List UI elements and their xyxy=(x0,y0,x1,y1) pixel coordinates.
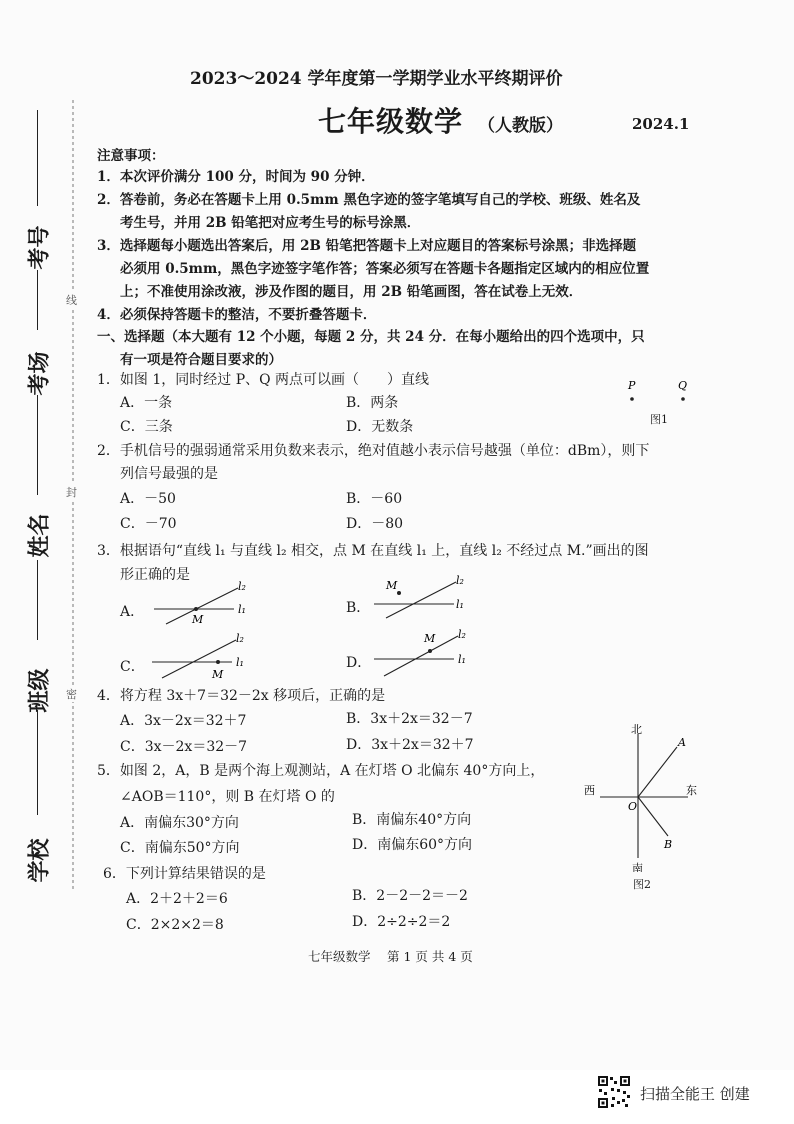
svg-text:M: M xyxy=(424,632,436,645)
note-3c: 上；不准使用涂改液，涉及作图的题目，用 2B 铅笔画图，答在试卷上无效． xyxy=(120,284,583,300)
banji-label: 班级 xyxy=(26,668,53,713)
q6-stem: 6．下列计算结果错误的是 xyxy=(103,866,266,882)
qr-code-icon xyxy=(597,1075,631,1109)
q5-option-c: C．南偏东50°方向 xyxy=(120,840,240,856)
svg-text:南: 南 xyxy=(632,862,643,872)
scanner-watermark: 扫描全能王 创建 xyxy=(640,1085,750,1103)
q4-option-c: C．3x－2x＝32－7 xyxy=(120,739,248,755)
q6-option-c: C．2×2×2＝8 xyxy=(126,917,224,933)
seal-mark-feng: 封 xyxy=(66,486,77,499)
q4-option-d: D．3x＋2x＝32＋7 xyxy=(346,737,474,753)
exam-date: 2024.1 xyxy=(632,115,690,133)
kaochang-blank-line xyxy=(37,270,38,330)
svg-text:M: M xyxy=(212,668,224,681)
q6-option-a: A．2＋2＋2＝6 xyxy=(126,891,228,907)
q6-option-b: B．2－2－2＝－2 xyxy=(352,888,468,904)
q1-option-a: A．一条 xyxy=(120,395,173,411)
q2-option-a: A．－50 xyxy=(120,491,176,507)
q4-stem: 4．将方程 3x＋7＝32－2x 移项后，正确的是 xyxy=(97,688,386,704)
q2-stem-a: 2．手机信号的强弱通常采用负数来表示，绝对值越小表示信号越强（单位：dBm），则下 xyxy=(97,443,650,459)
svg-text:l₁: l₁ xyxy=(236,656,244,669)
q3-option-b: B． xyxy=(346,600,371,616)
svg-text:西: 西 xyxy=(584,784,595,797)
page-footer: 七年级数学 第 1 页 共 4 页 xyxy=(308,949,473,964)
svg-text:B: B xyxy=(664,838,673,851)
q2-option-d: D．－80 xyxy=(346,516,404,532)
edition-label: （人教版） xyxy=(478,116,563,136)
svg-text:l₂: l₂ xyxy=(458,628,466,641)
svg-text:l₁: l₁ xyxy=(458,653,466,666)
note-3a: 3．选择题每小题选出答案后，用 2B 铅笔把答题卡上对应题目的答案标号涂黑；非选择题 xyxy=(97,238,637,254)
q1-point-p-label: P xyxy=(628,379,636,392)
q3-stem-a: 3．根据语句“直线 l₁ 与直线 l₂ 相交，点 M 在直线 l₁ 上，直线 l₂ 不经过点 M.”画出的图 xyxy=(97,543,649,559)
q3-option-c: C． xyxy=(120,659,145,675)
svg-text:l₂: l₂ xyxy=(238,580,246,593)
q1-point-q-label: Q xyxy=(678,379,688,392)
q3-option-a: A． xyxy=(120,604,145,620)
xingming-blank-line xyxy=(37,395,38,495)
note-1: 1．本次评价满分 100 分，时间为 90 分钟． xyxy=(97,169,375,185)
q5-option-b: B．南偏东40°方向 xyxy=(352,812,472,828)
seal-mark-xian: 线 xyxy=(66,294,77,307)
note-2a: 2．答卷前，务必在答题卡上用 0.5mm 黑色字迹的签字笔填写自己的学校、班级、姓名及 xyxy=(97,192,641,208)
svg-text:东: 东 xyxy=(686,784,697,797)
q1-option-b: B．两条 xyxy=(346,395,399,411)
q5-figure-caption: 图2 xyxy=(633,878,651,891)
svg-text:A: A xyxy=(678,736,686,749)
q1-option-c: C．三条 xyxy=(120,419,173,435)
svg-text:l₁: l₁ xyxy=(238,603,246,616)
q5-option-a: A．南偏东30°方向 xyxy=(120,815,239,831)
q3-stem-b: 形正确的是 xyxy=(120,567,190,583)
svg-text:北: 北 xyxy=(631,723,642,736)
q2-option-c: C．－70 xyxy=(120,516,177,532)
q1-point-q xyxy=(681,397,685,401)
q5-compass-figure xyxy=(580,722,710,872)
svg-text:l₁: l₁ xyxy=(456,598,464,611)
q1-stem: 1．如图 1，同时经过 P、Q 两点可以画（ ）直线 xyxy=(97,372,430,388)
note-2b: 考生号，并用 2B 铅笔把对应考生号的标号涂黑． xyxy=(120,215,421,231)
q1-figure-caption: 图1 xyxy=(650,413,668,426)
svg-text:M: M xyxy=(192,613,204,626)
q3-figure-d xyxy=(372,624,482,680)
svg-text:M: M xyxy=(386,579,398,592)
q1-point-p xyxy=(630,397,634,401)
svg-text:l₂: l₂ xyxy=(236,632,244,645)
note-3b: 必须用 0.5mm，黑色字迹签字笔作答；答案必须写在答题卡各题指定区域内的相应位置 xyxy=(120,261,650,277)
q5-stem-a: 5．如图 2，A，B 是两个海上观测站，A 在灯塔 O 北偏东 40°方向上， xyxy=(97,763,545,779)
section1-heading-cont: 有一项是符合题目要求的） xyxy=(120,352,282,368)
exam-title: 2023～2024 学年度第一学期学业水平终期评价 xyxy=(190,69,563,89)
svg-text:O: O xyxy=(628,800,638,813)
q5-stem-b: ∠AOB＝110°，则 B 在灯塔 O 的 xyxy=(120,789,335,805)
notes-heading: 注意事项： xyxy=(97,148,165,164)
banji-blank-line xyxy=(37,560,38,640)
q3-figure-c xyxy=(150,628,260,684)
q4-option-a: A．3x－2x＝32＋7 xyxy=(120,713,247,729)
xuexiao-label: 学校 xyxy=(26,838,53,883)
q2-stem-b: 列信号最强的是 xyxy=(120,466,218,482)
section1-heading: 一、选择题（本大题有 12 个小题，每题 2 分，共 24 分．在每小题给出的四个选项中，只 xyxy=(97,329,645,345)
kaochang-label: 考场 xyxy=(26,351,53,396)
q4-option-b: B．3x＋2x＝32－7 xyxy=(346,711,473,727)
q2-option-b: B．－60 xyxy=(346,491,403,507)
note-4: 4．必须保持答题卡的整洁，不要折叠答题卡． xyxy=(97,307,377,323)
q3-option-d: D． xyxy=(346,655,372,671)
kaohao-blank-line xyxy=(37,110,38,206)
kaohao-label: 考号 xyxy=(26,225,53,270)
q3-figure-b xyxy=(372,572,482,622)
xingming-label: 姓名 xyxy=(26,513,53,558)
q5-option-d: D．南偏东60°方向 xyxy=(352,837,473,853)
svg-text:l₂: l₂ xyxy=(456,574,464,587)
q6-option-d: D．2÷2÷2＝2 xyxy=(352,914,451,930)
q1-option-d: D．无数条 xyxy=(346,419,414,435)
xuexiao-blank-line xyxy=(37,710,38,815)
q3-figure-a xyxy=(150,578,260,628)
seal-mark-mi: 密 xyxy=(66,688,77,701)
subject-title: 七年级数学 xyxy=(318,105,464,138)
